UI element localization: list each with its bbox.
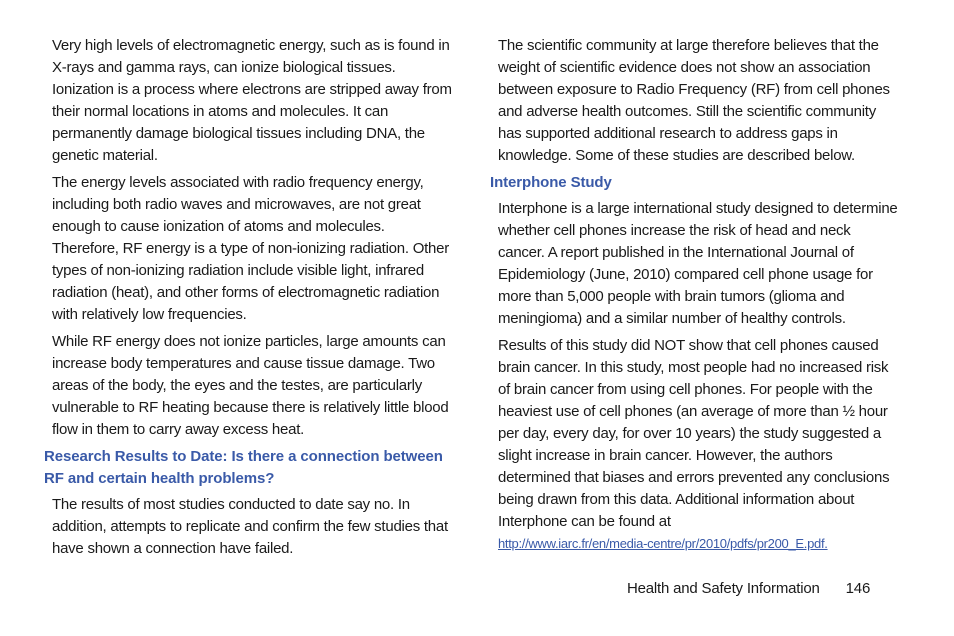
paragraph-interphone-description: Interphone is a large international study designed to determine whether cell phones increase the risk of head and neck cancer. A report published in the International Journal of Epidemiology (June, 2010) compared cell phone usage for more than 5,000 people with brain tumors (glioma and meningioma) and a similar number of healthy controls. (498, 200, 898, 327)
section-heading-interphone-study: Interphone Study (490, 174, 612, 191)
paragraph-interphone-results: Results of this study did NOT show that cell phones caused brain cancer. In this study, most people had no increased risk of brain cancer from using cell phones. For people with the heaviest use of cell phones (an average of more than ½ hour per day, every day, for over 10 years) the study suggested a slight increase in brain cancer. However, the authors determined that biases and errors prevented any conclusions being drawn from this data. Additional information about Interphone can be found at (498, 337, 890, 530)
paragraph-study-results: The results of most studies conducted to date say no. In addition, attempts to replicate and confirm the few studies that have shown a connection have failed. (52, 496, 448, 557)
left-column (44, 35, 454, 565)
footer-section-title: Health and Safety Information (627, 580, 820, 597)
iarc-link[interactable]: http://www.iarc.fr/en/media-centre/pr/2010/pdfs/pr200_E.pdf. (498, 536, 828, 551)
paragraph-scientific-community: The scientific community at large therefore believes that the weight of scientific evidence does not show an association between exposure to Radio Frequency (RF) from cell phones and adverse health outcomes. Still the scientific community has supported additional research to address gaps in knowledge. Some of these studies are described below. (498, 37, 890, 164)
paragraph-ionizing-energy: Very high levels of electromagnetic energy, such as is found in X-rays and gamma rays, can ionize biological tissues. Ionization is a process where electrons are stripped away from their normal locations in atoms and molecules. It can permanently damage biological tissues including DNA, the genetic material. (52, 37, 452, 164)
section-heading-research-results: Research Results to Date: Is there a connection between RF and certain health problems? (44, 448, 443, 487)
paragraph-rf-heating: While RF energy does not ionize particles, large amounts can increase body temperatures and cause tissue damage. Two areas of the body, the eyes and the testes, are particularly vulnerable to RF heating because there is relatively little blood flow in them to carry away excess heat. (52, 333, 449, 438)
paragraph-rf-energy-levels: The energy levels associated with radio frequency energy, including both radio waves and microwaves, are not great enough to cause ionization of atoms and molecules. Therefore, RF energy is a type of non-ionizing radiation. Other types of non-ionizing radiation include visible light, infrared radiation (heat), and other forms of electromagnetic radiation with relatively low frequencies. (52, 174, 449, 323)
right-column (490, 35, 900, 555)
page-number: 146 (845, 580, 871, 597)
page-footer (627, 578, 870, 600)
